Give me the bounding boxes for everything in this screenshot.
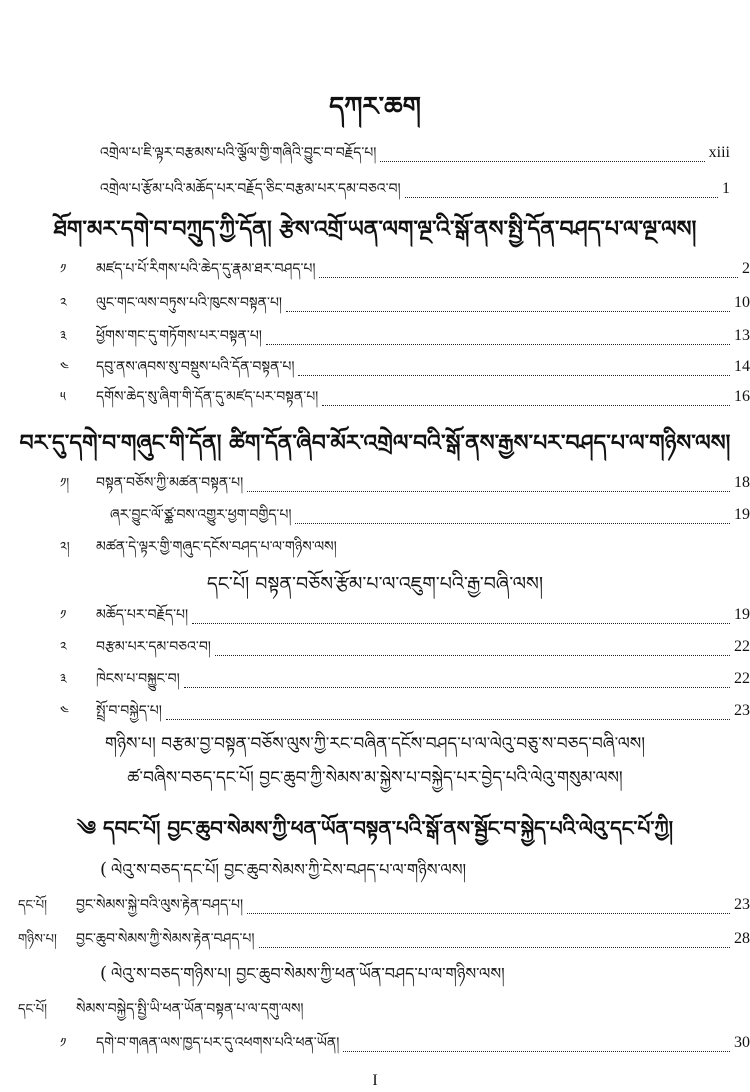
leader-dots [380,161,704,162]
toc-entry-text: མཛད་པ་པོ་རིགས་པའི་ཆེད་དུ་རྣམ་ཐར་བཤད་པ། [96,261,316,277]
toc-entry[interactable] [100,136,730,176]
part-heading: བར་དུ་དགེ་བ་གཞུང་གི་དོན། ཚིག་དོན་ཞིབ་མོར་འགྲེལ་བའི་སྒོ་ནས་རྒྱས་པར་བཤད་པ་ལ་གཉིས་ལས། [19,430,731,456]
toc-entry-number: ༢། [60,540,70,555]
part-heading: ཐོག་མར་དགེ་བ་བཀྲུད་ཀྱི་དོན། རྩེས་འགྲོ་ཡན་ལག་ལྔ་འི་སྒོ་ནས་སྤྱི་དོན་བཤད་པ་ལ་ལྔ་ལས། [53,216,697,242]
toc-entry-text: མཆོད་པར་བརྗོད་པ། [96,607,189,623]
toc-entry-text: དགོས་ཆེད་སུ་ཞིག་གི་དོན་དུ་མཛད་པར་བསྟན་པ། [96,389,319,405]
section-heading: ༄ དབང་པོ། བྱང་ཆུབ་སེམས་ཀྱི་ཕན་ཡོན་བསྟན་པའི་སྒོ་ནས་སྦྱོང་བ་སྐྱེད་པའི་ལེའུ་དང་པོ་ཀྱི། [76,816,674,840]
toc-entry-text: དབུ་ནས་ཞབས་སུ་བསྡུས་པའི་དོན་བསྟན་པ། [96,359,295,375]
bracket-glyph: ( [100,859,108,880]
toc-entry-text: བསྟན་བཅོས་ཀྱི་མཚན་བསྟན་པ། [96,475,244,491]
toc-entry-number: གཉིས་པ། [18,932,57,947]
leader-dots [295,523,730,524]
toc-entry-page: 22 [734,670,750,687]
toc-entry-text: འགྲེལ་པ་ཇི་ལྟར་བརྩམས་པའི་ལྕོལ་གྱི་གཞིའི་བྱུང་བ་བརྗོད་པ། [100,145,377,161]
toc-entry-page: 19 [734,506,750,523]
subsection-heading-text: ལེའུ་ས་བཅད་དང་པོ། བྱང་ཆུབ་སེམས་ཀྱི་ངེས་བཤད་པ་ལ་གཉིས་ལས། [111,860,467,879]
toc-entry-number: ༢ [60,296,67,311]
toc-entry-page: 16 [734,388,750,405]
toc-entry-page: xiii [708,144,730,161]
toc-entry-number: དང་པོ། [18,898,47,913]
leader-dots [247,491,730,492]
toc-entry-text: དགེ་བ་གཞན་ལས་ཁྱད་པར་དུ་འཕགས་པའི་ཕན་ཡོན། [96,1035,340,1051]
chapter-heading: དང་པོ། བསྟན་བཅོས་རྩོམ་པ་ལ་འཇུག་པའི་རྒྱ་བཞི་ལས། [206,573,544,595]
leader-dots [166,719,730,720]
toc-entry-number: ༤ [60,704,69,719]
toc-entry-text: ཞར་བྱུང་ལོ་ཙྪ་བས་འགྱུར་ཕྱག་བགྱིད་པ། [110,507,292,523]
toc-entry-text: འགྲེལ་པ་རྩོམ་པའི་མཆོད་པར་བརྗོད་ཅིང་བརྩམ་པར་དམ་བཅའ་བ། [100,181,401,197]
leader-dots [405,197,718,198]
toc-entry-page: 30 [734,1034,750,1051]
leader-dots [215,655,730,656]
toc-entry-number: ༣ [60,329,67,344]
leader-dots [319,277,738,278]
leader-dots [259,947,731,948]
leader-dots [192,623,730,624]
leader-dots [247,913,730,914]
toc-entry-page: 1 [722,180,730,197]
toc-entry-text: ཕྱོགས་གང་དུ་གཏོགས་པར་བསྟན་པ། [96,328,262,344]
toc-entry-page: 28 [734,930,750,947]
page-number: I [372,1072,378,1089]
subsection-heading-text: ལེའུ་ས་བཅད་གཉིས་པ། བྱང་ཆུབ་སེམས་ཀྱི་ཕན་ཡོན་བཤད་པ་ལ་གཉིས་ལས། [111,964,505,983]
leader-dots [266,344,730,345]
toc-entry-text: སེམས་བསྐྱེད་སྤྱི་ཡི་ཕན་ཡོན་བསྟན་པ་ལ་དགུ་ལས། [76,1001,304,1017]
leader-dots [343,1051,730,1052]
bracket-glyph: ( [100,963,108,984]
toc-entry[interactable] [60,380,750,420]
toc-entry-number: ༡ [60,262,67,277]
toc-entry-page: 22 [734,638,750,655]
toc-entry-text: བརྩམ་པར་དམ་བཅའ་བ། [96,639,211,655]
page-title: དཀར་ཆག [329,92,421,122]
leader-dots [286,311,730,312]
chapter-heading: གཉིས་པ། བརྩམ་བྱ་བསྟན་བཅོས་ལུས་ཀྱི་རང་བཞིན་དངོས་བཤད་པ་ལ་ལེའུ་བཅུ་ས་བཅད་བཞི་ལས། [104,734,645,754]
toc-entry-page: 2 [742,260,750,277]
toc-entry-number: ༡། [60,476,70,491]
toc-entry-page: 23 [734,702,750,719]
toc-entry-number: དང་པོ། [18,1002,47,1017]
toc-entry-text: མཚན་དེ་ལྟར་གྱི་གཞུང་དངོས་བཤད་པ་ལ་གཉིས་ལས། [96,539,337,555]
toc-entry[interactable] [60,1026,750,1066]
toc-entry-text: བྱང་སེམས་སྐྱེ་བའི་ལུས་རྟེན་བཤད་པ། [76,897,244,913]
toc-entry-number: ༥ [60,390,66,405]
toc-entry-text: བྱང་ཆུབ་སེམས་ཀྱི་སེམས་རྟེན་བཤད་པ། [76,931,255,947]
leader-dots [184,687,730,688]
toc-entry-page: 10 [734,294,750,311]
toc-entry-number: ༣ [60,672,67,687]
leader-dots [322,405,730,406]
leader-dots [298,375,730,376]
chapter-heading: ཚ་བཞིས་བཅད་དང་པོ། བྱང་ཆུབ་ཀྱི་སེམས་མ་སྐྱེས་པ་བསྐྱེད་པར་བྱེད་པའི་ལེའུ་གསུམ་ལས། [127,768,623,788]
toc-entry-number: ༡ [60,1036,67,1051]
toc-entry-page: 13 [734,327,750,344]
toc-entry-page: 14 [734,358,750,375]
toc-entry-number: ༡ [60,608,67,623]
toc-entry-page: 19 [734,606,750,623]
toc-entry-number: ༢ [60,640,67,655]
toc-entry-text: ལུང་གང་ལས་བཏུས་པའི་ཁུངས་བསྟན་པ། [96,295,283,311]
toc-entry-page: 23 [734,896,750,913]
toc-entry-page: 18 [734,474,750,491]
toc-entry-text: སྤྲོ་བ་བསྐྱེད་པ། [96,703,162,719]
toc-entry-text: ཁེངས་པ་བསྐྱུང་བ། [96,671,180,687]
toc-entry-number: ༤ [60,360,69,375]
